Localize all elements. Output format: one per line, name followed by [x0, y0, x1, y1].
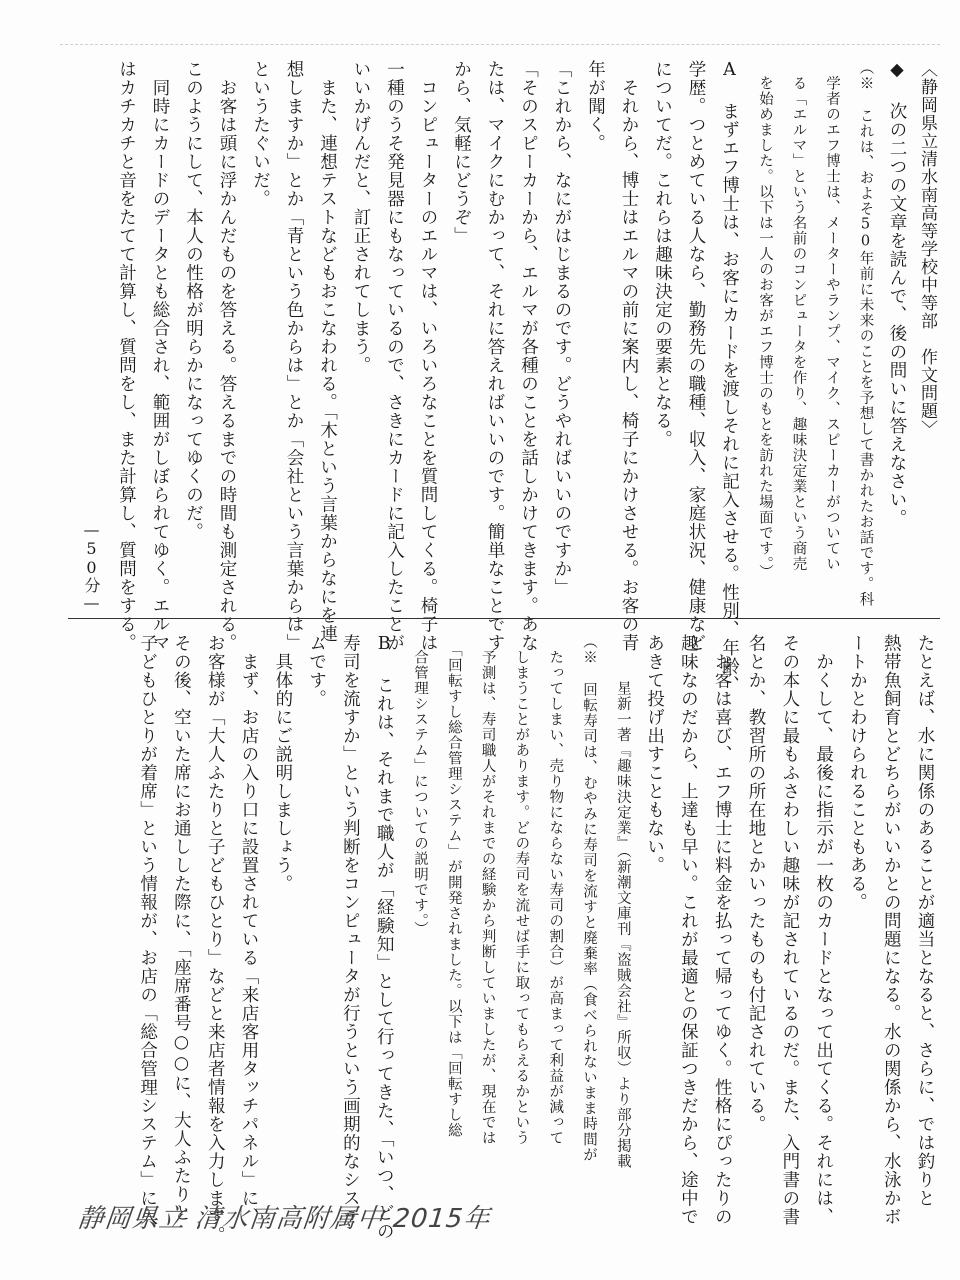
text-column: を始めました。以下は一人のお客がエフ博士のもとを訪れた場面です。） [757, 60, 773, 580]
text-column: 具体的にご説明しましょう。 [272, 634, 293, 893]
section-divider [68, 618, 940, 619]
text-column: る「エルマ」という名前のコンピュータを作り、趣味決定業という商売 [790, 60, 807, 572]
text-column: についてだ。これらは趣味決定の要素となる。 [652, 60, 673, 449]
top-rule [60, 44, 940, 45]
text-column: 想しますか」とか「青という色からは」とか「会社という言葉からは」 [284, 60, 304, 652]
text-column: お客は頭に浮かんだものを答える。答えるまでの時間も測定される。 [217, 60, 237, 652]
text-column: 「これから、なにがはじまるのです。どうやればいいのですか」 [552, 60, 572, 597]
text-column: 寿司を流すか」という判断をコンピュータが行うという画期的なシステ [340, 634, 361, 1226]
text-column: また、連想テストなどもおこなわれる。「木という言葉からなにを連 [317, 60, 338, 644]
text-column: いいかげんだと、訂正されてしまう。 [351, 60, 371, 375]
text-column: A まずエフ博士は、お客にカードを渡しそれに記入させる。性別、年齢、 [719, 60, 740, 694]
text-column: 合管理システム」についての説明です。） [412, 634, 428, 937]
text-column: しまうことがあります。どの寿司を流せば手に取ってもらえるかという [513, 634, 530, 1146]
text-column: コンピューターのエルマは、いろいろなことを質問してくる。椅子は [418, 60, 438, 652]
text-column: （※ 回転寿司は、むやみに寿司を流すと廃棄率（食べられないまま時間が [581, 634, 597, 1163]
text-column: ムです。 [306, 634, 327, 708]
text-column: B これは、それまで職人が「経験知」として行ってきた、「いつ、どの [374, 634, 395, 1241]
text-column: ◆ 次の二つの文章を読んで、後の問いに答えなさい。 [887, 60, 907, 528]
text-column: その本人に最もふさわしい趣味が記されているのだ。また、入門書の書 [779, 634, 800, 1226]
text-column: 「回転すし総合管理システム」が開発されました。以下は「回転すし総 [445, 634, 462, 1139]
text-column: このようにして、本人の性格が明らかになってゆくのだ。 [183, 60, 204, 541]
text-column: 趣味なのだから、上達も早い。これが最適との保証つきだから、途中で [678, 634, 699, 1226]
handwritten-note: 静岡県立 清水南高附属中 2015年 [76, 1204, 493, 1234]
text-column: 一種のうそ発見器にもなっているので、さきにカードに記入したことが [384, 60, 405, 652]
text-column: 学者のエフ博士は、メーターやランプ、マイク、スピーカーがついてい [824, 60, 840, 572]
text-column: たってしまい、売り物にならない寿司の割合）が高まって利益が減って [547, 634, 564, 1146]
text-column: 名とか、教習所の所在地とかいったものも付記されている。 [746, 634, 766, 1134]
text-column: 熱帯魚飼育とどちらがいいかとの問題になる。水の関係から、水泳かボ [881, 634, 902, 1226]
header-school: 〈静岡県立清水南高等学校中等部 作文問題〉 [917, 60, 937, 438]
text-column: たとえば、水に関係のあることが適当となると、さらに、では釣りと [915, 634, 935, 1208]
text-column: 星新一著『趣味決定業』（新潮文庫刊『盗賊会社』所収）より部分掲載 [614, 634, 631, 1170]
text-column: 同時にカードのデータとも総合され、範囲がしぼられてゆく。エルマ [150, 60, 170, 652]
text-column: かくして、最後に指示が一枚のカードとなって出てくる。それには、 [813, 634, 834, 1226]
time-limit: —50分— [82, 520, 101, 612]
text-column: あきて投げ出すこともない。 [644, 634, 665, 875]
text-column: （※ これは、およそ50年前に未来のことを予想して書かれたお話です。科 [857, 60, 874, 607]
text-column: それから、博士はエルマの前に案内し、椅子にかけさせる。お客の青 [619, 60, 639, 652]
text-column: 年が聞く。 [585, 60, 606, 153]
text-column: 「そのスピーカーから、エルマが各種のことを話しかけてきます。あな [518, 60, 539, 652]
text-column: お客様が「大人ふたりと子どもひとり」などと来店者情報を入力します。 [205, 634, 226, 1245]
text-column: ートかとわけられることもある。 [847, 634, 868, 912]
text-column: たは、マイクにむかって、それに答えればいいのです。簡単なことです [485, 60, 505, 652]
text-column: お客は喜び、エフ博士に料金を払って帰ってゆく。性格にぴったりの [712, 634, 733, 1226]
text-column: まず、お店の入り口に設置されている「来店客用タッチパネル」に、 [239, 634, 259, 1226]
text-column: というたぐいだ。 [250, 60, 271, 208]
text-column: 学歴。つとめている人なら、勤務先の職種、収入、家庭状況、健康など [686, 60, 706, 652]
text-column: 子どもひとりが着席」という情報が、お店の「総合管理システム」に入 [137, 634, 158, 1226]
text-column: その後、空いた席にお通しした際に、「座席番号○○に、大人ふたりと [171, 634, 192, 1223]
text-column: 予測は、寿司職人がそれまでの経験から判断していましたが、現在では [479, 634, 496, 1146]
text-column: はカチカチと音をたてて計算し、質問をし、また計算し、質問をする。 [116, 60, 137, 652]
text-column: から、気軽にどうぞ」 [451, 60, 472, 245]
